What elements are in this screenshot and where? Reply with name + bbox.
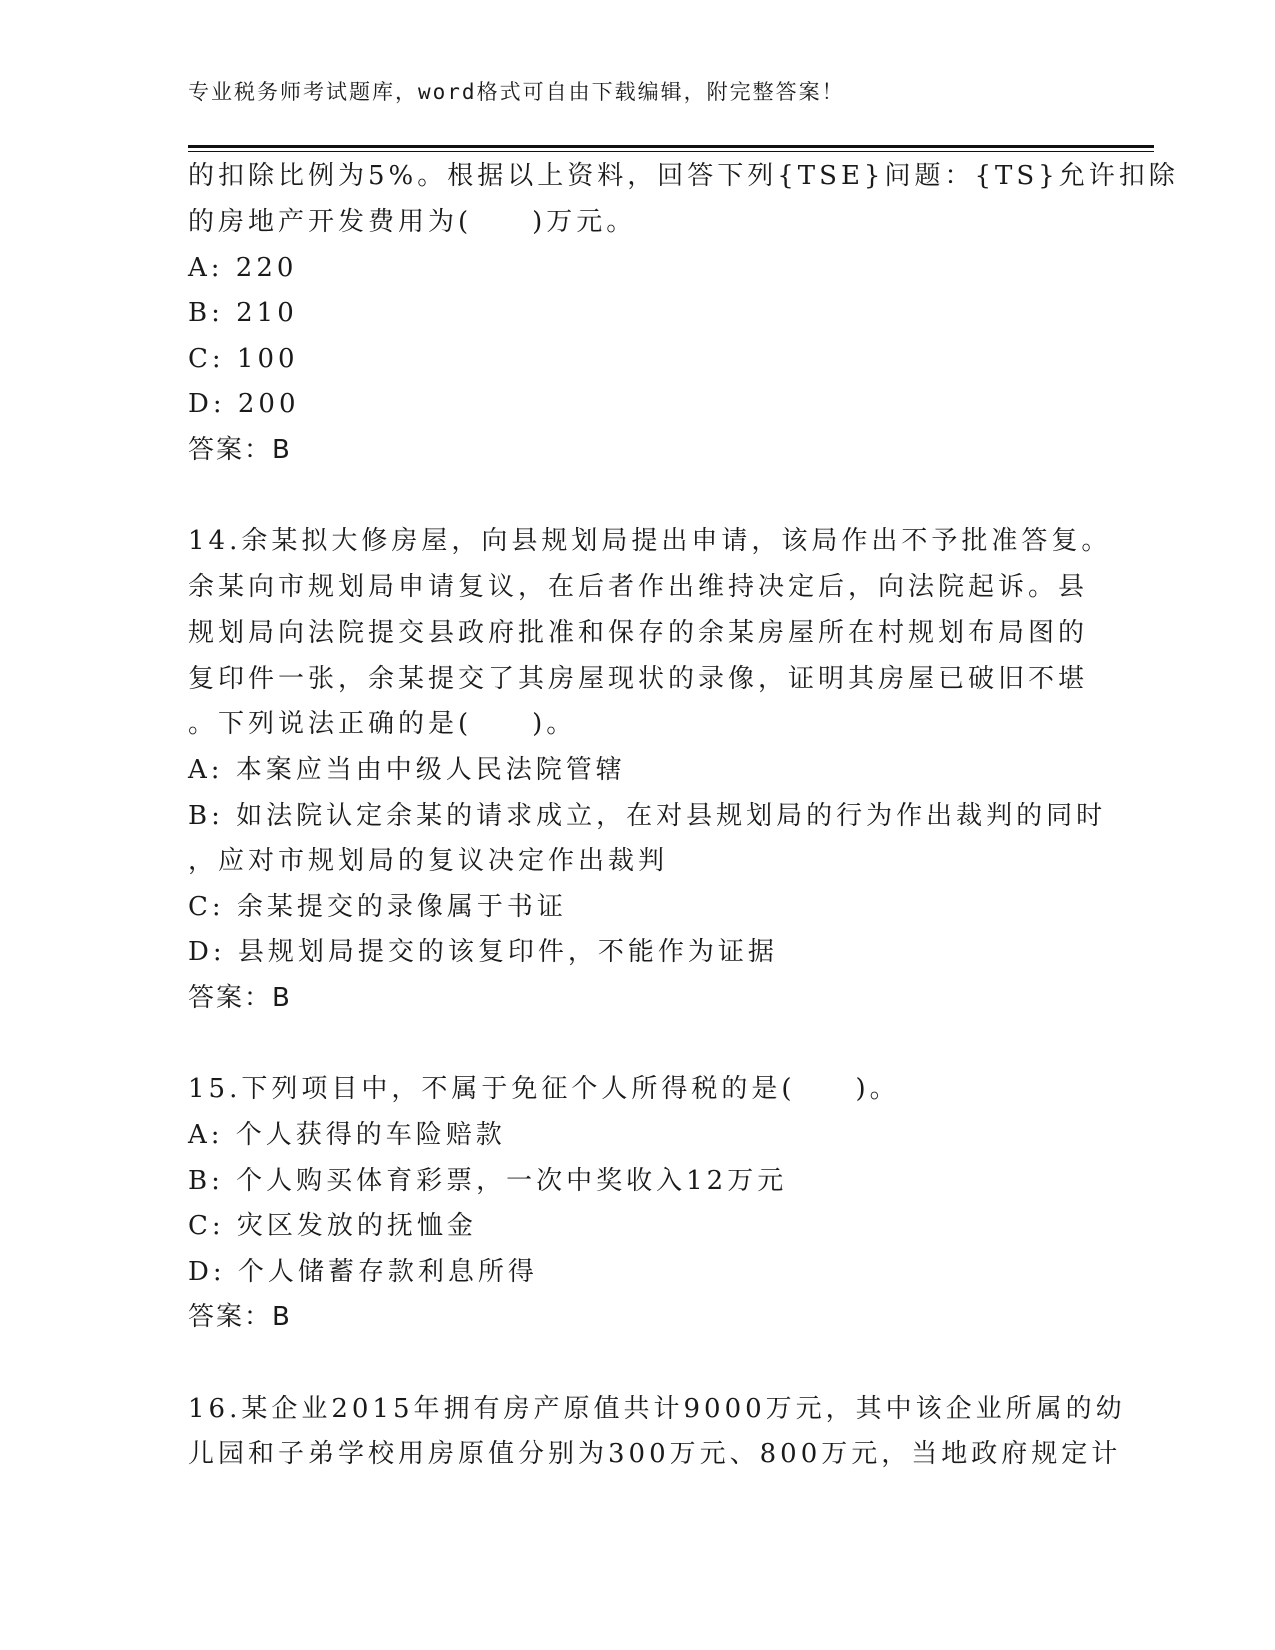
spacer	[188, 1341, 1088, 1387]
header-rule-thin	[188, 151, 1154, 152]
option-b: B: 个人购买体育彩票，一次中奖收入12万元	[188, 1165, 788, 1196]
option-c: C: 余某提交的录像属于书证	[188, 891, 567, 922]
question-text-line: 复印件一张，余某提交了其房屋现状的录像，证明其房屋已破旧不堪	[188, 663, 1089, 694]
option-b-continued: ，应对市规划局的复议决定作出裁判	[188, 846, 669, 877]
option-a: A: 本案应当由中级人民法院管辖	[188, 755, 626, 786]
header-rule-thick	[188, 145, 1154, 148]
question-text-line: 14.余某拟大修房屋，向县规划局提出申请，该局作出不予批准答复。	[188, 526, 1112, 557]
question-text-line: 。下列说法正确的是( )。	[188, 709, 577, 740]
answer: 答案：B	[188, 434, 292, 465]
option-a: A: 220	[188, 252, 298, 283]
option-d: D: 县规划局提交的该复印件，不能作为证据	[188, 937, 778, 968]
question-15	[188, 1067, 1088, 1341]
spacer	[188, 1021, 1088, 1067]
question-text-line: 余某向市规划局申请复议，在后者作出维持决定后，向法院起诉。县	[188, 571, 1089, 602]
page-header: 专业税务师考试题库，word格式可自由下载编辑，附完整答案！	[188, 80, 845, 104]
question-text-line: 的房地产开发费用为( )万元。	[188, 206, 637, 237]
question-14	[188, 519, 1112, 1021]
option-d: D: 个人储蓄存款利息所得	[188, 1256, 538, 1287]
question-text-line: 规划局向法院提交县政府批准和保存的余某房屋所在村规划布局图的	[188, 617, 1089, 648]
option-a: A: 个人获得的车险赔款	[188, 1120, 506, 1151]
question-text-line: 儿园和子弟学校用房原值分别为300万元、800万元，当地政府规定计	[188, 1439, 1122, 1470]
question-16	[188, 1387, 1126, 1479]
option-c: C: 100	[188, 343, 299, 374]
question-text-line: 的扣除比例为5%。根据以上资料，回答下列{TSE}问题：{TS}允许扣除	[188, 161, 1179, 191]
answer: 答案：B	[188, 982, 292, 1013]
question-content	[188, 154, 1179, 1478]
option-b: B: 如法院认定余某的请求成立，在对县规划局的行为作出裁判的同时	[188, 800, 1107, 831]
question-text-line: 16.某企业2015年拥有房产原值共计9000万元，其中该企业所属的幼	[188, 1393, 1126, 1424]
answer: 答案：B	[188, 1302, 292, 1333]
question-13-tail	[188, 154, 1179, 473]
question-text-line: 15.下列项目中，不属于免征个人所得税的是( )。	[188, 1074, 900, 1105]
option-c: C: 灾区发放的抚恤金	[188, 1211, 477, 1242]
spacer	[188, 473, 1088, 519]
option-b: B: 210	[188, 298, 298, 329]
option-d: D: 200	[188, 389, 300, 420]
